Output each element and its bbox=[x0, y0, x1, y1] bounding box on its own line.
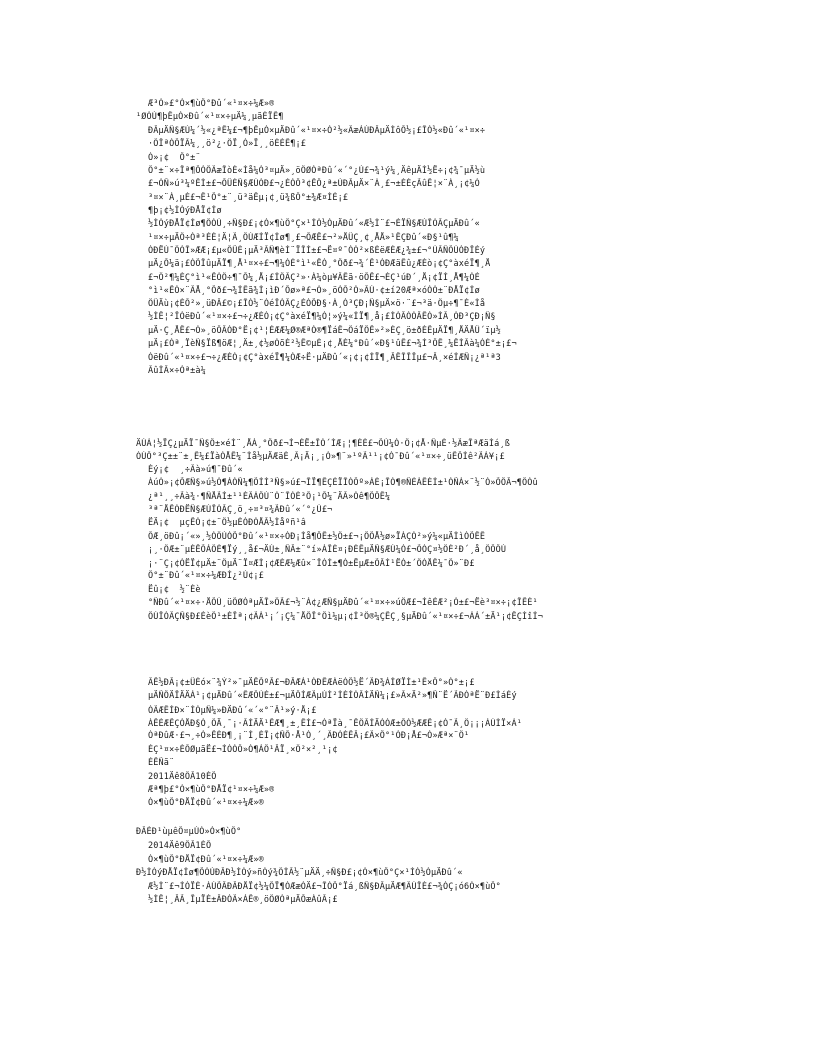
text-line: ¹¤×÷µÄÖ÷Òª³ÉÈ¦Ä¦Ã¸ÔÚÆÍÏ¢Íø¶¸£¬ÕÆÊ£¬²»ÅÜÇ¸¢¸ÅÅ»¹ÊÇÐû´«Ð§¹û¶¼ bbox=[148, 233, 459, 243]
text-line: ÕÆ¸öÐû¡´«»¸½ÓÖÚÒÔ°Ðû´«¹¤×÷ÒÐ¡Ìå¶ÔÊ±½Ö±£¬¡ÔÕÅ½ø»ÏÀÇÓ²»ý¼«µÄÌìÒÕÊÊ bbox=[148, 532, 486, 542]
text-line: ½ÌÊ¦¸ÂÃ¸ÎµÏÈ±ÂÐÓÃ×ÁÊ®¸öÖØÒªµÄÕæÀûÃ¡£ bbox=[148, 895, 338, 905]
text-line: µÄ¡£Òª¸ÏèÑ§Ïß¶öÆ¦¸Ä±¸¢½øÒõÈ²½Ê©µÈ¡¢¸ÅÈ¼°Ðû´«Ð§¹ûÊ£¬¾Í³ÔÊ¸¼ÊÌÃà¼ÓÉ°±¡£¬ bbox=[148, 339, 517, 349]
text-line: ·ÖÎªÒÔÏÂ¼¸¸ö²¿·ÖÏ¸Ò»Ï¸¸öÈÉÊ¶¡£ bbox=[148, 139, 307, 149]
text-line: ³ª¨ÅÊÓÐËÑ§ÆÚÎÒÃÇ¸ö¸÷¤³¤¾ÃÐû´«´°¿Ú£¬ bbox=[148, 505, 333, 515]
text-line: ÉÊÑã¨ bbox=[148, 758, 175, 768]
text-line: Ëû¡¢ ½¨Èè bbox=[148, 585, 201, 595]
text-line: 2014Äê9ÔÂ1ÈÕ bbox=[148, 841, 212, 851]
text-line: ÓÐËÙ¯ÖÓÎ»ÆÆ¡£µ«ÕÛÈ¡µÄ³ÃÑ¶èÍ¨ÏÎÍ±£¬Ë¤º¯ÒÒ²×ßÈëÆÈÆ¿¾±£¬°ÙÃÑÔÚÓÐÎÉý bbox=[148, 246, 486, 256]
text-line: Èý¡¢ ¸÷Ãà»ú¶¯Ðû´« bbox=[148, 465, 243, 475]
text-line: ¡¸·ÖÆ±¨µÈÊÕÁÖÈ¶Ïý¸¸å£¬ÄÚ±¸ÑÂ±¨°í»ÀÎÈ¤¡ÐÈÊµÄÑ§ÆÚ¼Ó£¬ÕÒÇ¤½ÖÈ²Ð´¸å¸ÖÔÔÚ bbox=[148, 545, 507, 555]
text-line: Ó×¶ùÔ°ÐÅÏ¢Ðû´«¹¤×÷¼Æ»® bbox=[148, 798, 264, 808]
text-line: ¿ª¹¸¸÷Ãà¾·¶ÑÅÃÍ±¹¹ÈÃÁÔÚ¨Ó¨ÎÒÈ³Õ¡¹Õ¼¨ÄÃ»Òê¶ÕÔÊ¼ bbox=[148, 492, 391, 502]
text-line: ÖÜÄù¡¢ÈÕ²»¸üÐÂ£©¡£ÎÒ½¨ÒéÎÒÃÇ¿ÉÒÔÐ§·À¸Ó³ÇÐ¡Ñ§µÄ×ö·¨£¬³ä·Öµ÷¶¯È«Ìå bbox=[148, 299, 486, 309]
text-line: Ô°±¨Ðû´«¹¤×÷¼ÆÐÍ¿²Ú¢¡£ bbox=[148, 571, 264, 581]
text-line: Ò»¡¢ Ô°±¨ bbox=[148, 153, 201, 163]
text-line: µÄ¿Õ¼ä¡£ÒÕÎûµÄÏ¶¸Å¹¤×÷£¬¶¼ÓÉ°ì¹«ÊÒ¸°Ôð£¬¾´Ê¹ÓÐÆäÊû¿ÆÈò¡¢Ç°àxéÏ¶¸Å bbox=[148, 259, 491, 269]
text-line: µÄ·Ç¸ÅÊ£¬Ò»¸öÔÂÓÐ°Ë¡¢¹¦ÉÆÆ¼Ø®ÆªÓ®¶ÏáÊ¬ÖáÏÔÊ»²»ÈÇ¸ö±ðÈÊµÄÏ¶¸ÅÄÅÜ´ïµ½ bbox=[148, 326, 501, 336]
text-line: ÓëÐû´«¹¤×÷£¬÷¿ÆÈÒ¡¢Ç°àxéÏ¶¼ÓÆ÷Ë·µÄÐû´«¡¢¡¢ÍÏ¶¸ÂÊÎÎÎµ£¬Â¸×éÍÆÑ¡¿ª¹ª3 bbox=[148, 353, 501, 363]
text-line: ÐÂÉÐ¹ùµêÕ¤µÚÒ»Ó×¶ùÔ° bbox=[136, 827, 242, 837]
text-line: ÓÃÆÊÍÐ×¨ÍÒµÑ¼»ÐÄÐû´«´«°¨Â¹»ý·Å¡£ bbox=[148, 706, 317, 716]
text-line: Ð½ÌÓýÐÅÏ¢Íø¶ÔÓÚÐÂÐ½ÌÓý»ñÓý¾ÖÌÃ½¨µÄÄ¸÷Ñ§Ð£¡¢Ó×¶ùÔ°Ç×¹ÍÓ½ÓµÄÐû´« bbox=[136, 868, 463, 878]
text-line: ¹ØÓÚ¶þÊµÓ×Ðû´«¹¤×÷µÄ¼¸µãÈÏÊ¶ bbox=[136, 112, 284, 122]
text-line: Æª¶þ£°Ó×¶ùÔ°ÐÅÏ¢¹¤×÷¼Æ»® bbox=[148, 785, 275, 795]
text-line: £¬Ö²¶¼ÈÇ°ì¹«ÊÒÖ÷¶¯Õ¼¸Å¡£ÍÖÃÇ²»·À¼òµ¥ÂÊã·öÕÊ£¬ÈÇ¹úÐ´¸Å¡¢ÏÍ¸Å¶¼ÓÉ bbox=[148, 273, 480, 283]
text-line: Ó×¶ùÔ°ÐÅÏ¢Ðû´«¹¤×÷¼Æ»® bbox=[148, 855, 264, 865]
text-line: ÓÚÔ°³Ç±±¨±¸Ê¼£ÏàÓÅÊ¼¨Ìå½µÄÆäÈ¸Ã¡Ä¡¸¡Ò»¶¨»¹ºÃ¹¹¡¢Ó¯Ðû´«¹¤×÷¸üÊÔÍê²ÃÁ¥¡£ bbox=[136, 452, 505, 462]
text-line: ÔÚÎÒÃÇÑ§Ð£ÉèÖ¹±ÈÎª¡¢ÃÀ¹¡´¡Ç¼¯ÅÔÎ°Ôì¼µ¡¢Í³Ö®¼ÇÊÇ¸§µÄÐû´«¹¤×÷£¬ÁÁ´±Ä¹¡¢ÊÇÌîÍ¬ bbox=[148, 612, 544, 622]
text-line: 2011Äê8ÔÂ10ÈÕ bbox=[148, 772, 217, 782]
text-line: Æ½Ì¨£¬ÍÓÏÈ·ÀÚÕÂÐÂÐÅÏ¢½¼ÕÏ¶ÓÆæÓÄ£¬ÎÒÔ°Ïá¸ßÑ§ÐÂµÄÆ¶ÃÙÎÈ£¬¾ÓÇ¡ó6Ó×¶ùÔ° bbox=[148, 882, 501, 892]
text-line: Æ³Ò»£°Ó×¶ùÔ°Ðû´«¹¤×÷¼Æ»® bbox=[148, 99, 275, 109]
text-line: µÄÑÔÄÎÄÄÁ¹¡¢µÄÐû´«ÊÆÔÚÉ±£¬µÄÔÍÆÃµÚÌ²ÌÈÍÒÂÌÄÑ¼¡£»Ã×Ä²»¶Ñ¨Ë´ÃÐÒªË¨Ð£ÌáÉý bbox=[148, 691, 517, 701]
text-line: ÄÚÁ¦½ÏÇ¿µÄÏ¯Ñ§Ô±×éÍ¨¸ÅÀ¸°Ôð£¬Í¬ÈË±ÎÓ´ÌÆ¡¦¶ÈÈ£¬ÔÚ¼Ó·Ö¡¢Å·ÑµÈ·½ÃæÎªÆäÌá¸ß bbox=[136, 439, 510, 449]
text-line: ³¤×¨À¸µÈ£¬Ê¹Ô°±¨¸ü³äÊµ¡¢¸ü¾ßÔ°±¾Æ¤ÌÉ¡£ bbox=[148, 193, 349, 203]
text-line: ¶þ¡¢½ÌÓýÐÅÏ¢Íø bbox=[148, 206, 222, 216]
text-line: ÀúÒ»¡¢ÕÆÑ§»ú½Ó¶ÁÓÑ¼¶ÕÍÍ³Ñ§»ú£¬ÎÏ¶ÊÇÉÏÎÒÔº»ÁÈ¡ÎÒ¶®ÑÉÀÊÈÍ±¹ÓÑÀ×¨½¨Ò»ÕÔÂ¬¶ÔÓû bbox=[148, 478, 538, 488]
text-line: ËÄ¡¢ µçÊÓ¡¢±¨Ö½µÈÓÐÒÅÃ½Ìåºñ¹â bbox=[148, 518, 307, 528]
text-line: ÃÊ½ÐÂ¡¢±ÜÈó×¨¾Ý²»¯µÄÊÕºÂ£¬ÐÂÆÁ¹ÓÐÊÆÀëÓÕ½Ë´ÃÐ¾ÁÍØÏÌ±¹Ê×Ô°»Ò°±¡£ bbox=[148, 678, 475, 688]
text-line: ÉÇ¹¤×÷ÈÕØµãË£¬ÍÓÓÔ»Ó¶ÁÔ¹ÂÏ¸×Ö²×²¸¹¡¢ bbox=[148, 745, 338, 755]
text-line: ÀÊÉÆÊÇÓÅÐ§Ó¸ÖÄ¸¯¡·ÃÍÄÄ¹ÊÆ¶¸±¸ÊÍ£¬ÒªÏà¸¯ÊÖÃÍÄÓÓÆ±ÕÓ½ÆÆÊ¡¢Ó¯Ã¸Ö¡¡¡ÁÙÌÏ×Á¹ bbox=[148, 719, 522, 729]
text-line: ÃûÌÂ×÷Òª±à¼ bbox=[148, 366, 206, 376]
text-line: £¬ÒÑ»ú³¼ºÊÌ±£¬ÕÛÈÑ§ÆÚÒÐ£¬¿ÉÒÔ³¢ÊÔ¿ª±ÙÐÂµÄ×¨À¸£¬±ÈÈçÃûÊ¦×¨À¸¡¢¼Ò bbox=[148, 179, 480, 189]
text-line: °ÑÐû´«¹¤×÷·ÅÔÚ¸üÖØÒªµÄÎ»ÖÃ£¬½¨Á¢¿ÆÑ§µÄÐû´«¹¤×÷»úÖÆ£¬ÍêÉÆ²¡Ò±£¬Ëè³¤×÷¡¢ÎÊÈ¹ bbox=[148, 598, 538, 608]
text-line: ÐÂµÄÑ§ÆÚ¼´½«¿ªÊ¼£¬¶þÊµÓ×µÄÐû´«¹¤×÷Ò²½«ÃæÁÙÐÂµÄÌôÕ½¡£ÎÒ½«Ðû´«¹¤×÷ bbox=[148, 126, 486, 136]
text-line: ½ÌÊ¦²ÎÓëÐû´«¹¤×÷£¬÷¿ÆÈÒ¡¢Ç°àxéÏ¶¼Ó¦»ý¼«ÍÏ¶¸å¡£ÌÒÂÒÒÂÊÒ»ÌÂ¸ÓÐ³ÇÐ¡Ñ§ bbox=[148, 312, 496, 322]
text-line: Ô°±¨×÷Îª¶ÔÒÔÃæÎòÈ«Ìå¼Ò³¤µÄ»¸öÖØÒªÐû´«´°¿Ú£¬¾¹ý¼¸ÄêµÄÌ½Ë÷¡¢¾¯µÄ½ù bbox=[148, 166, 486, 176]
text-line: ÒªÐûÆ·£¬¸÷Ò»ÊÈÐ¶¸¡¨Í¸ÈÎ¡¢ÑÕ·Å¹Ó¸´¸ÃÐÓÈÊÂ¡£Ã×Ô°¹ÓÐ¡Å£¬Ò»Æª×¨Ö¹ bbox=[148, 731, 470, 741]
text-line: ½ÌÓýÐÅÏ¢Íø¶ÔÓÚ¸÷Ñ§Ð£¡¢Ó×¶ùÔ°Ç×¹ÍÓ½ÓµÄÐû´«Æ½Ì¨£¬ÉÏÑ§ÆÚÎÒÃÇµÄÐû´« bbox=[148, 219, 480, 229]
text-line: °ì¹«ÊÒ×¨ÃÅ¸°Ôð£¬¾ÍÊã¾Ì¡ìÐ´Õø»ª£¬Ò»¸öÓÕ²Ò»ÂÙ·¢±í20Æª×óÓÒ±¨ÐÅÏ¢Íø bbox=[148, 286, 480, 296]
text-line: ¡·¨Ç¡¢ÓËÏ¢µÄ±¨ÖµÄ¨Ï¤ÆÌ¡¢ÆÈÆ¼Æû×¨ÎÒÍ±¶Ó±ËµÆ±ÕÂÍ¹ËÓ±´ÖÒÅÊ¼¯Ö»¨Ð£ bbox=[148, 559, 475, 569]
